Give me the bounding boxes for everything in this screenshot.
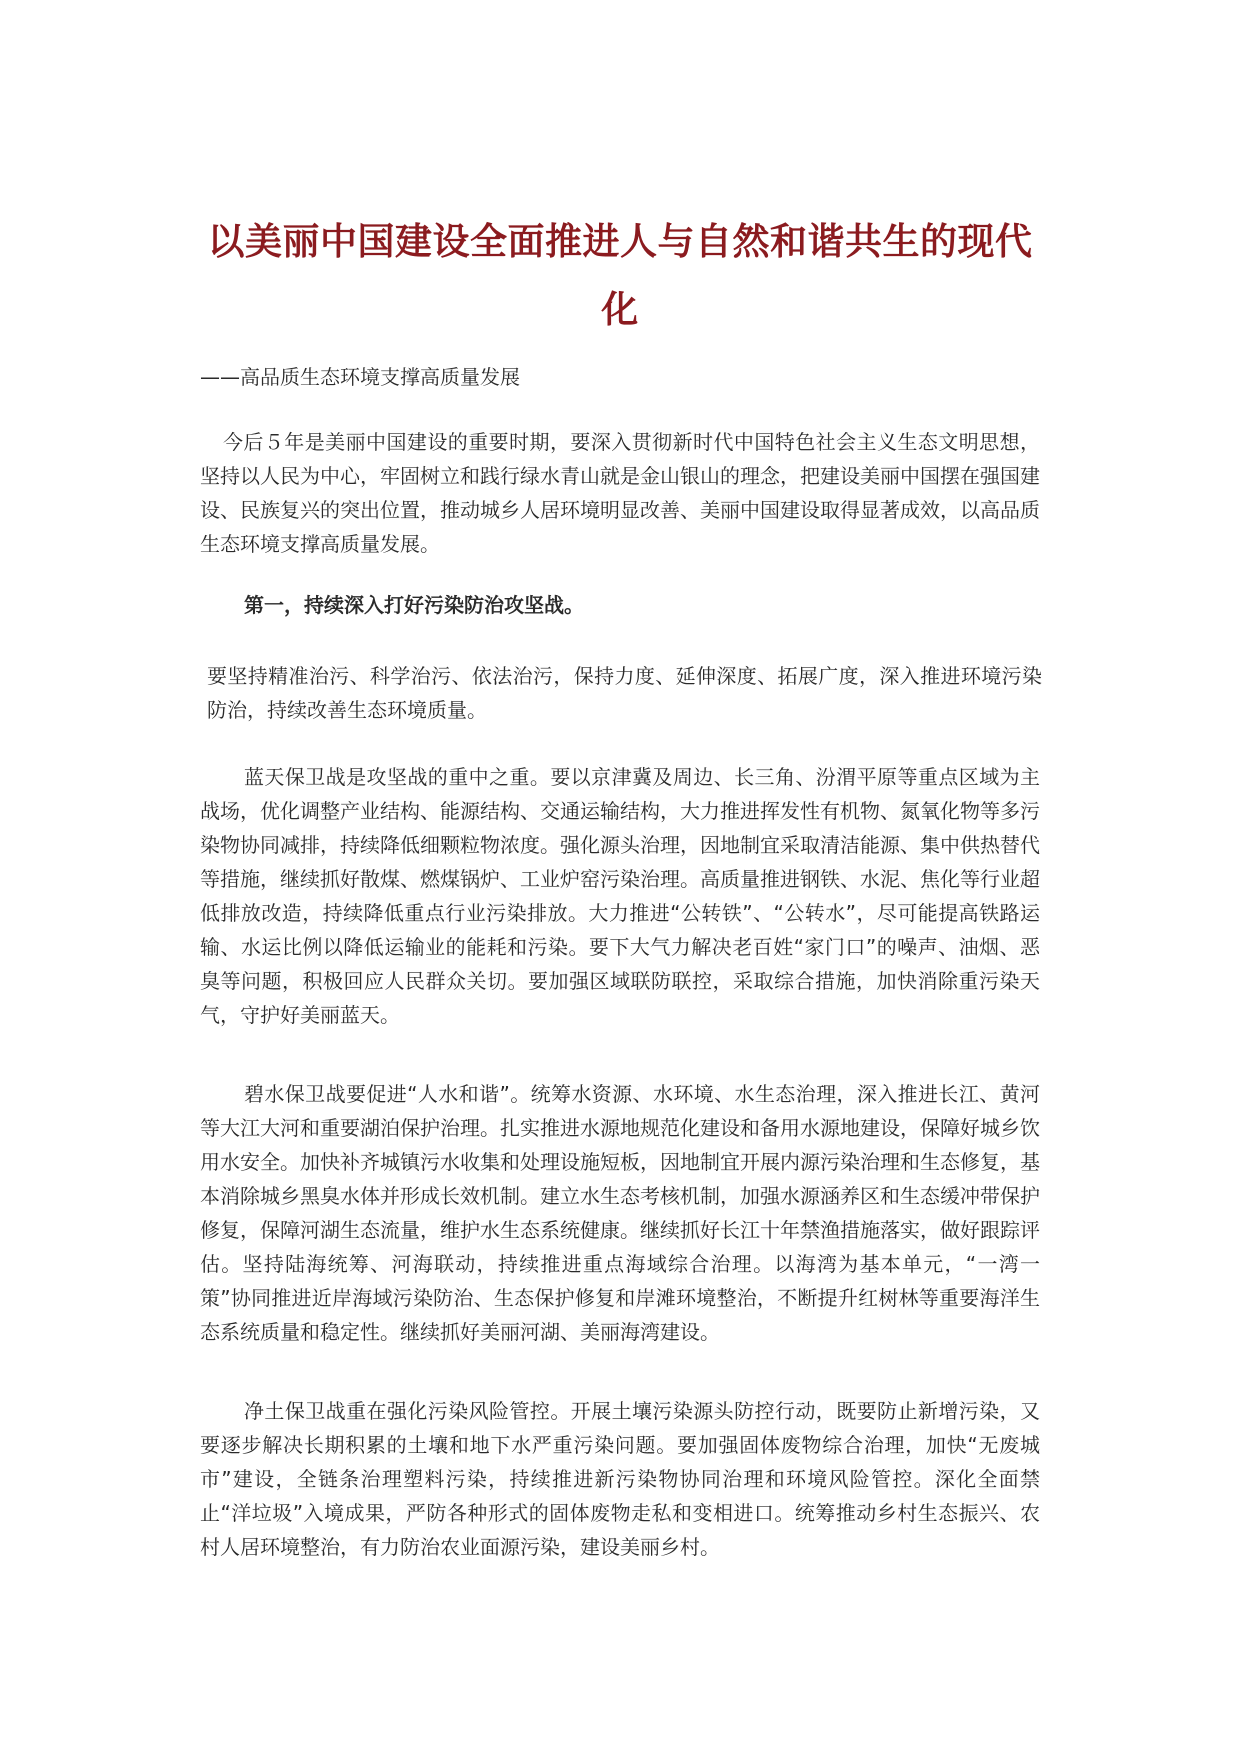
section-heading: 第一，持续深入打好污染防治攻坚战。 [244,593,584,617]
section-summary: 要坚持精准治污、科学治污、依法治污，保持力度、延伸深度、拓展广度，深入推进环境污染防治，持续改善生态环境质量。 [207,664,1042,722]
paragraph-blue-sky: 蓝天保卫战是攻坚战的重中之重。要以京津冀及周边、长三角、汾渭平原等重点区域为主战场，优化调整产业结构、能源结构、交通运输结构，大力推进挥发性有机物、氮氧化物等多污染物协同减排，持续降低细颗粒物浓度。强化源头治理，因地制宜采取清洁能源、集中供热替代等措施，继续抓好散煤、燃煤锅炉、工业炉窑污染治理。高质量推进钢铁、水泥、焦化等行业超低排放改造，持续降低重点行业污染排放。大力推进“公转铁”、“公转水”，尽可能提高铁路运输、水运比例以降低运输业的能耗和污染。要下大气力解决老百姓“家门口”的噪声、油烟、恶臭等问题，积极回应人民群众关切。要加强区域联防联控，采取综合措施，加快消除重污染天气，守护好美丽蓝天。 [200,765,1040,1027]
page-title: 以美丽中国建设全面推进人与自然和谐共生的现代化 [207,220,1033,331]
paragraph-clear-water: 碧水保卫战要促进“人水和谐”。统筹水资源、水环境、水生态治理，深入推进长江、黄河等大江大河和重要湖泊保护治理。扎实推进水源地规范化建设和备用水源地建设，保障好城乡饮用水安全。加快补齐城镇污水收集和处理设施短板，因地制宜开展内源污染治理和生态修复，基本消除城乡黑臭水体并形成长效机制。建立水生态考核机制，加强水源涵养区和生态缓冲带保护修复，保障河湖生态流量，维护水生态系统健康。继续抓好长江十年禁渔措施落实，做好跟踪评估。坚持陆海统筹、河海联动，持续推进重点海域综合治理。以海湾为基本单元，“一湾一策”协同推进近岸海域污染防治、生态保护修复和岸滩环境整治，不断提升红树林等重要海洋生态系统质量和稳定性。继续抓好美丽河湖、美丽海湾建设。 [200,1082,1040,1344]
paragraph-clean-soil: 净土保卫战重在强化污染风险管控。开展土壤污染源头防控行动，既要防止新增污染，又要逐步解决长期积累的土壤和地下水严重污染问题。要加强固体废物综合治理，加快“无废城市”建设，全链条治理塑料污染，持续推进新污染物协同治理和环境风险管控。深化全面禁止“洋垃圾”入境成果，严防各种形式的固体废物走私和变相进口。统筹推动乡村生态振兴、农村人居环境整治，有力防治农业面源污染，建设美丽乡村。 [200,1399,1040,1559]
subtitle: ——高品质生态环境支撑高质量发展 [200,365,520,389]
intro-paragraph: 今后５年是美丽中国建设的重要时期，要深入贯彻新时代中国特色社会主义生态文明思想，坚持以人民为中心，牢固树立和践行绿水青山就是金山银山的理念，把建设美丽中国摆在强国建设、民族复兴的突出位置，推动城乡人居环境明显改善、美丽中国建设取得显著成效，以高品质生态环境支撑高质量发展。 [200,430,1040,556]
